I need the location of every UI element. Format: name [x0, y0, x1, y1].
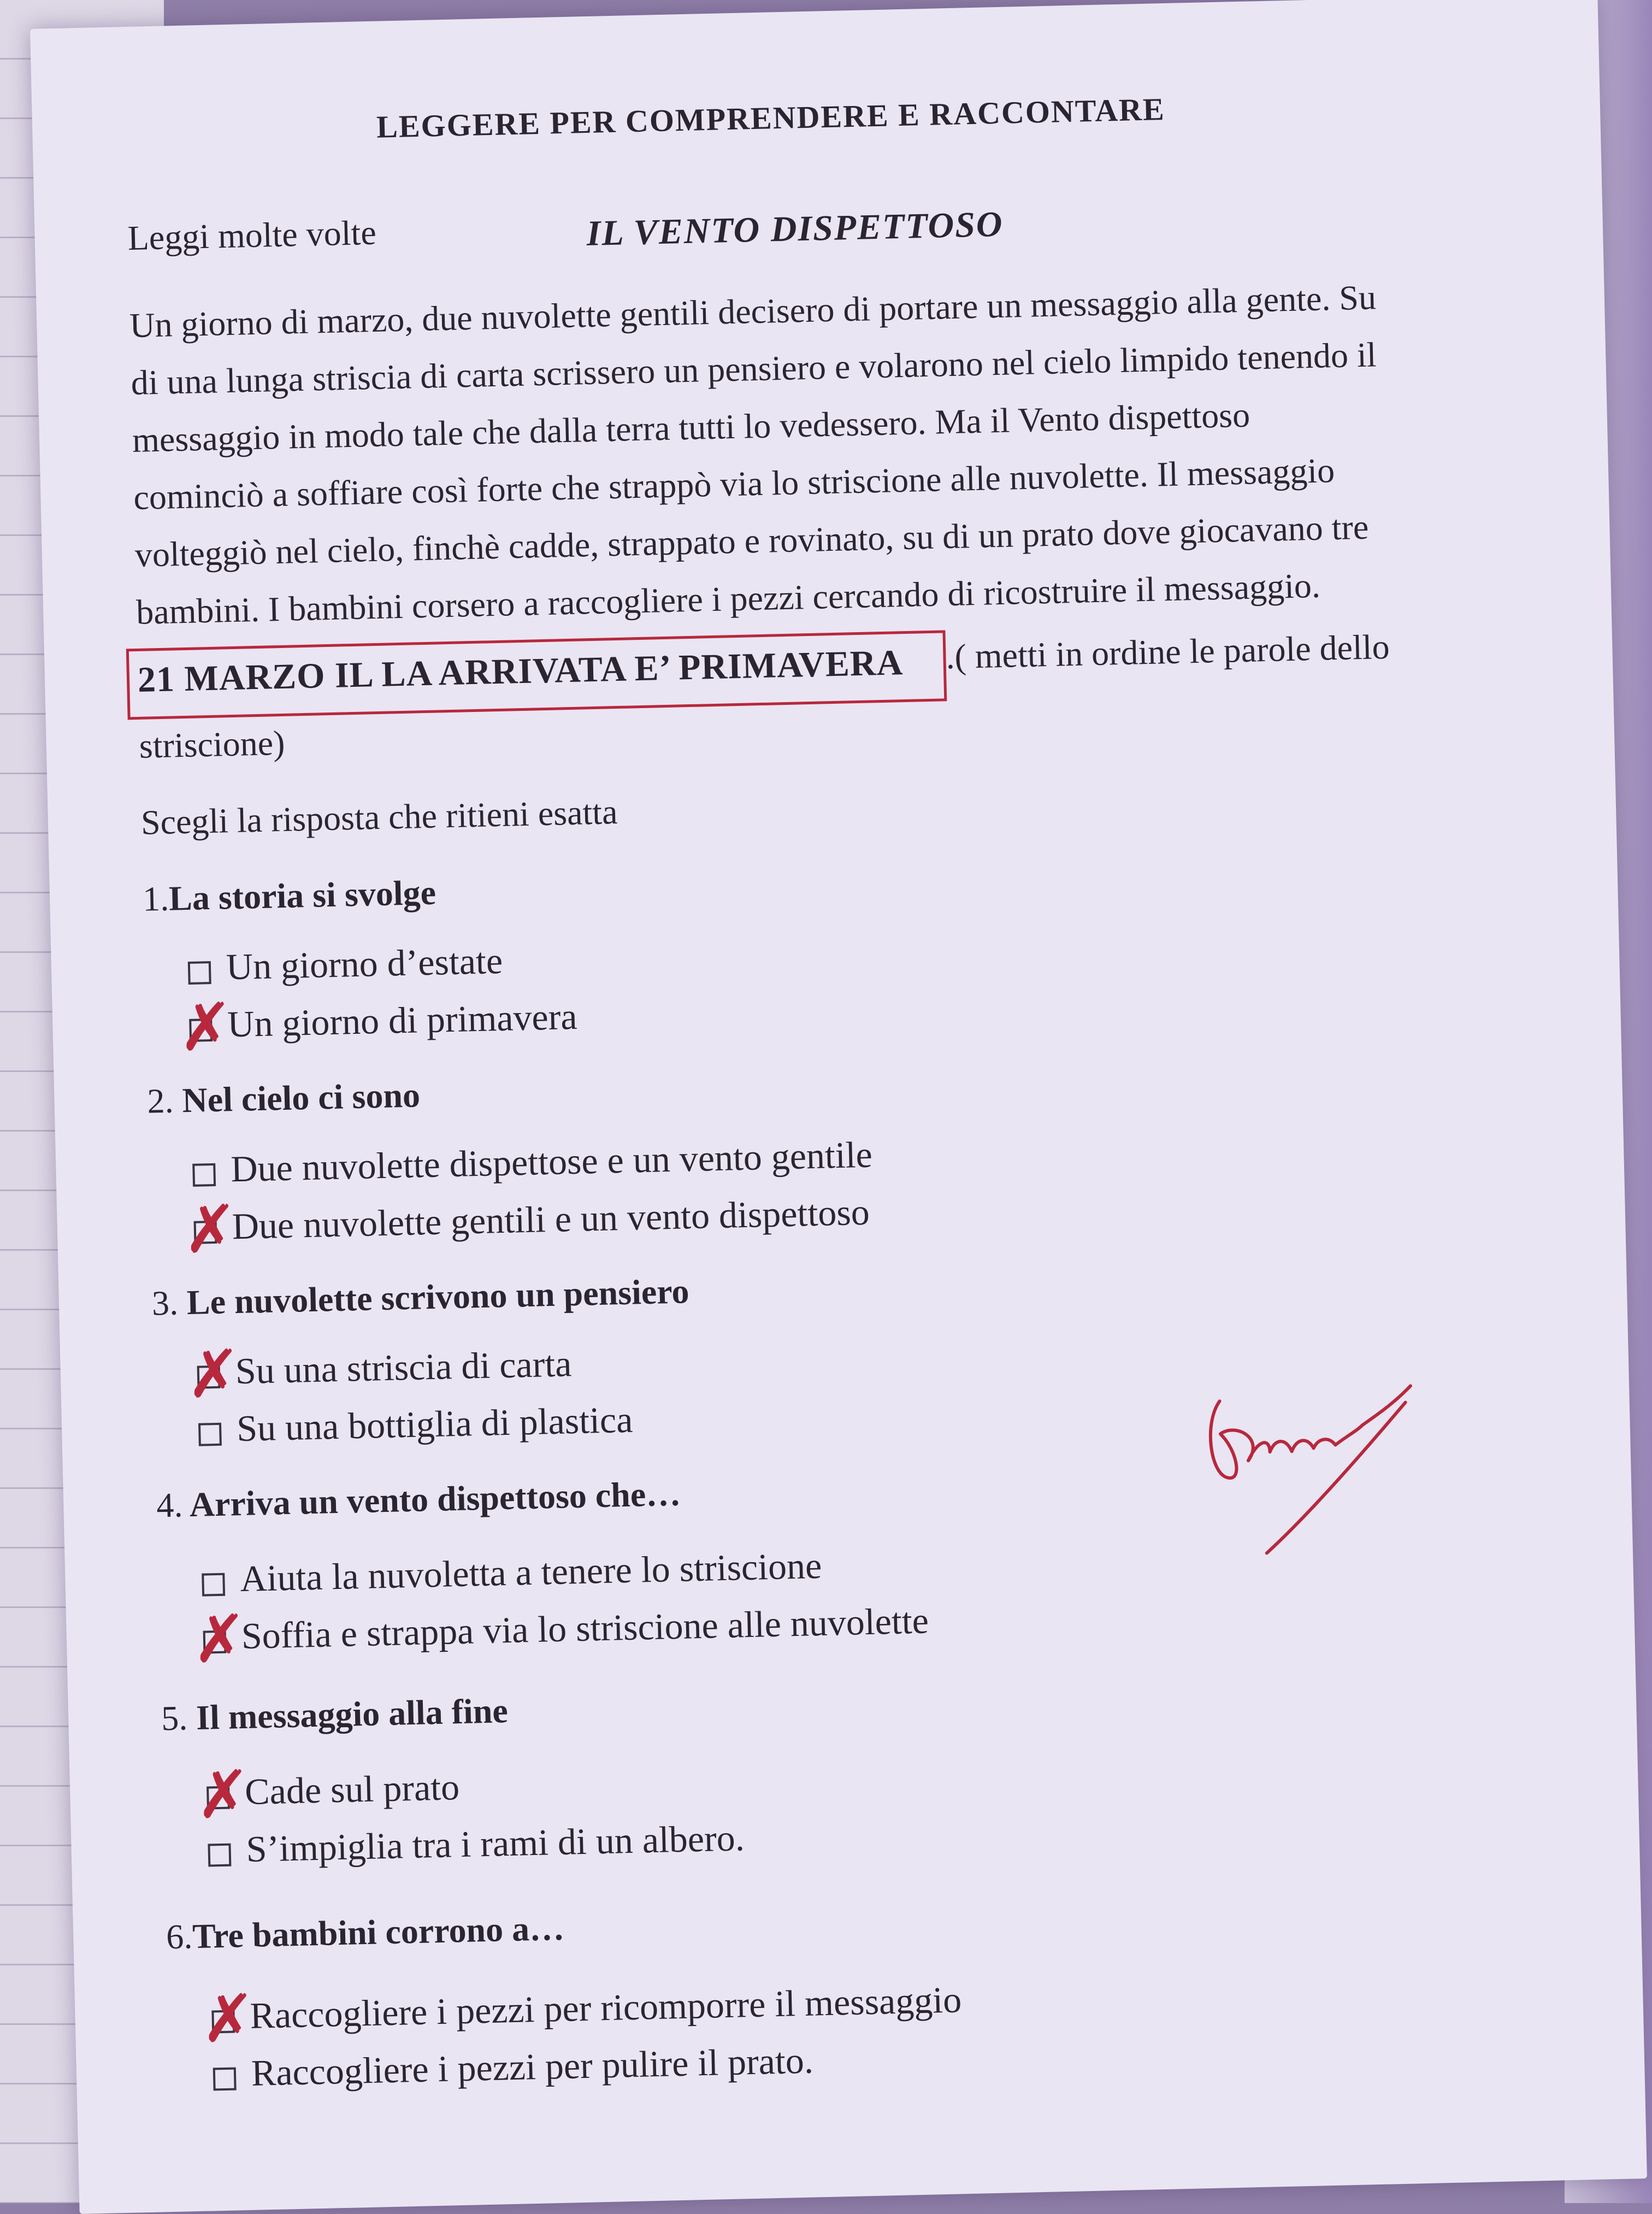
question-number: 3.: [151, 1283, 179, 1323]
red-check-mark-icon: ✗: [185, 1335, 243, 1414]
worksheet-paper: [30, 0, 1647, 2214]
option-label: Un giorno di primavera: [227, 995, 578, 1045]
question-number: 2.: [146, 1081, 174, 1121]
scrambled-instruction: .( metti in ordine le parole dello: [945, 627, 1390, 676]
worksheet-content: [113, 28, 1532, 2094]
option-label: Raccogliere i pezzi per pulire il prato.: [251, 2039, 814, 2094]
question-text: Nel cielo ci sono: [181, 1075, 421, 1120]
checkbox-unchecked[interactable]: [198, 1423, 222, 1446]
option-label: Due nuvolette dispettose e un vento gentile: [230, 1133, 873, 1190]
story-title: IL VENTO DISPETTOSO: [586, 204, 1004, 254]
question-text: La storia si svolge: [168, 873, 436, 918]
story-line: bambini. I bambini corsero a raccogliere i pezzi cercando di ricostruire il messaggio.: [135, 566, 1321, 632]
question-number: 5.: [161, 1698, 188, 1738]
question-2: [147, 1075, 421, 1121]
question-text: Le nuvolette scrivono un pensiero: [186, 1271, 690, 1322]
question-text: Tre bambini corrono a…: [192, 1908, 565, 1956]
question-number: 4.: [156, 1485, 184, 1525]
story-line: cominciò a soffiare così forte che strappò via lo striscione alle nuvolette. Il messaggio: [133, 451, 1335, 517]
worksheet-title: LEGGERE PER COMPRENDERE E RACCONTARE: [376, 91, 1166, 145]
question-number: 6.: [166, 1917, 193, 1957]
checkbox-unchecked[interactable]: [208, 1844, 231, 1867]
quiz-instruction: Scegli la risposta che ritieni esatta: [140, 792, 618, 842]
option-label: Raccogliere i pezzi per ricomporre il messaggio: [249, 1979, 962, 2036]
bravo-signature: [1197, 1353, 1431, 1587]
story-line: Un giorno di marzo, due nuvolette gentili decisero di portare un messaggio alla gente. Su: [129, 278, 1377, 345]
question-text: Arriva un vento dispettoso che…: [189, 1474, 681, 1524]
question-5: [161, 1691, 508, 1739]
reading-instruction: Leggi molte volte: [127, 213, 377, 258]
question-1: [142, 873, 436, 920]
story-line: volteggiò nel cielo, finchè cadde, strappato e rovinato, su di un prato dove giocavano tre: [134, 507, 1369, 574]
scrambled-words: 21 MARZO IL LA ARRIVATA E’ PRIMAVERA: [137, 643, 904, 700]
question-3: [151, 1271, 689, 1323]
option-label: S’impiglia tra i rami di un albero.: [245, 1817, 745, 1870]
option-label: Un giorno d’estate: [226, 939, 503, 988]
story-line: di una lunga striscia di carta scrissero un pensiero e volarono nel cielo limpido tenendo il: [130, 335, 1377, 403]
checkbox-unchecked[interactable]: [213, 2067, 237, 2091]
red-check-mark-icon: ✗: [177, 989, 234, 1067]
red-check-mark-icon: ✗: [194, 1756, 252, 1834]
question-text: Il messaggio alla fine: [196, 1691, 509, 1737]
checkbox-unchecked[interactable]: [188, 961, 211, 985]
option-label: Soffia e strappa via lo striscione alle nuvolette: [240, 1599, 929, 1657]
red-check-mark-icon: ✗: [191, 1600, 249, 1679]
option-label: Aiuta la nuvoletta a tenere lo striscione: [239, 1544, 822, 1600]
question-4: [156, 1474, 681, 1526]
scrambled-instruction-end: striscione): [139, 723, 286, 766]
option-label: Su una bottiglia di plastica: [236, 1398, 634, 1450]
checkbox-unchecked[interactable]: [192, 1163, 216, 1187]
red-check-mark-icon: ✗: [182, 1191, 239, 1269]
red-check-mark-icon: ✗: [200, 1980, 257, 2058]
question-6: [166, 1908, 564, 1958]
checkbox-unchecked[interactable]: [202, 1573, 225, 1597]
option-label: Due nuvolette gentili e un vento dispettoso: [231, 1191, 870, 1247]
question-number: 1.: [142, 879, 169, 918]
option-label: Cade sul prato: [244, 1766, 460, 1812]
option-label: Su una striscia di carta: [234, 1342, 573, 1392]
story-line: messaggio in modo tale che dalla terra tutti lo vedessero. Ma il Vento dispettoso: [132, 395, 1250, 460]
